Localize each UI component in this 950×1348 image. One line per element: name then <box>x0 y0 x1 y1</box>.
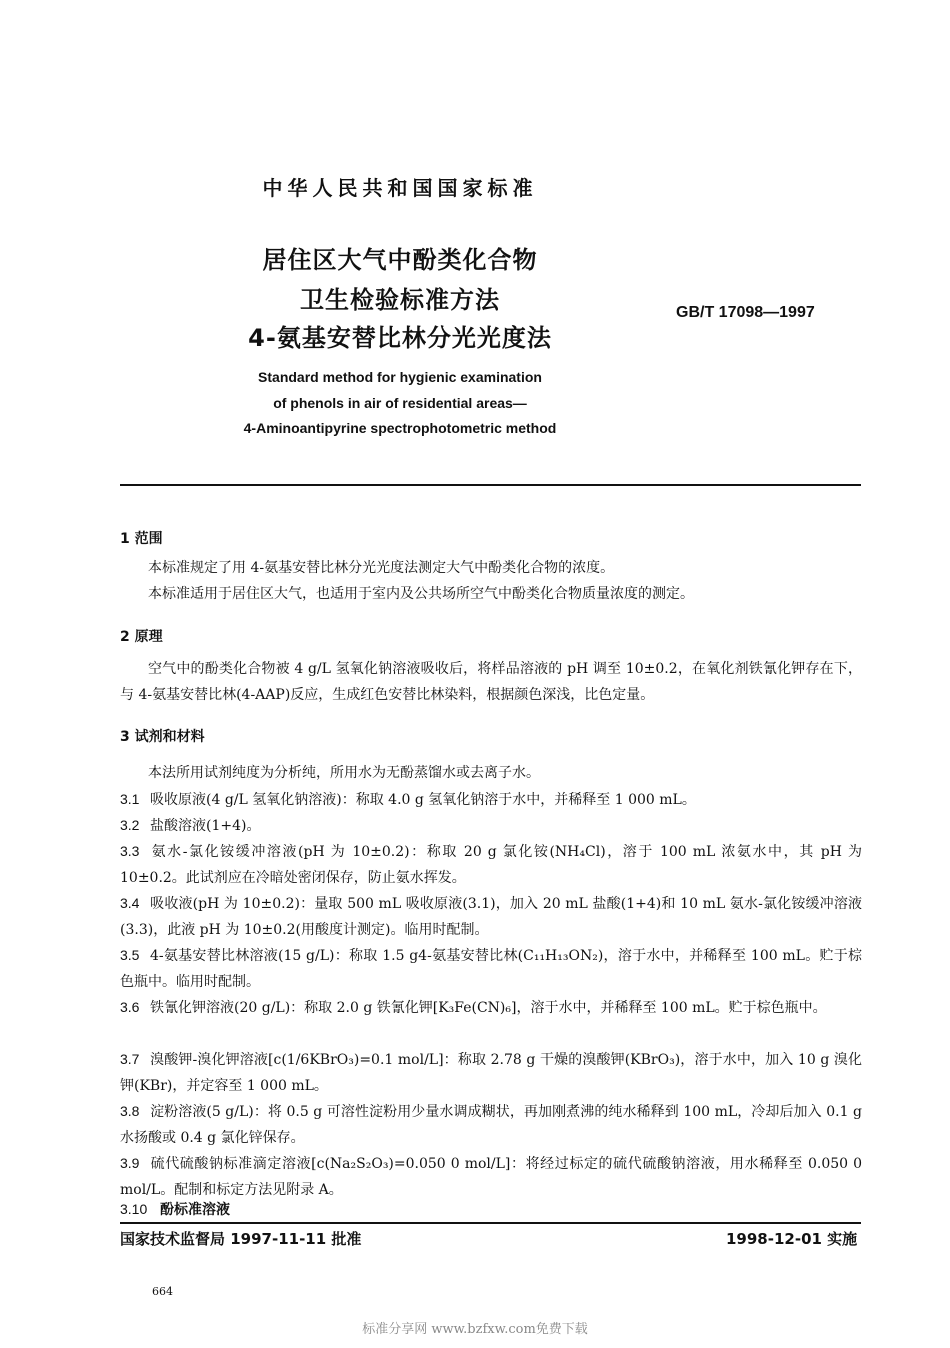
item-number: 3.1 <box>120 791 140 807</box>
footer-divider <box>120 1222 861 1224</box>
section-3-intro: 本法所用试剂纯度为分析纯，所用水为无酚蒸馏水或去离子水。 <box>148 765 540 781</box>
page-number: 664 <box>152 1285 173 1298</box>
item-number: 3.3 <box>120 843 140 859</box>
item-number: 3.4 <box>120 895 140 911</box>
section-3-heading: 3 试剂和材料 <box>120 729 205 745</box>
item-text: 吸收液(pH 为 10±0.2)：量取 500 mL 吸收原液(3.1)，加入 20 mL 盐酸(1+4)和 10 mL 氨水-氯化铵缓冲溶液(3.3)，此液 pH 为 10±0.2(用酸度计测定)。临用时配制。 <box>120 896 862 938</box>
english-title-line-1: Standard method for hygienic examination <box>258 369 542 385</box>
item-3-10 <box>120 1196 862 1223</box>
item-3-7 <box>120 1046 862 1099</box>
country-heading: 中华人民共和国国家标准 <box>262 176 538 200</box>
english-title-line-3: 4-Aminoantipyrine spectrophotometric method <box>243 420 557 436</box>
item-3-5 <box>120 942 862 995</box>
title-line-2: 卫生检验标准方法 <box>300 286 500 314</box>
approval-line: 国家技术监督局 1997-11-11 批准 <box>120 1230 362 1248</box>
item-3-3 <box>120 838 862 891</box>
item-text: 4-氨基安替比林溶液(15 g/L)：称取 1.5 g4-氨基安替比林(C₁₁H₁₃ON₂)，溶于水中，并稀释至 100 mL。贮于棕色瓶中。临用时配制。 <box>120 948 862 990</box>
item-number: 3.10 <box>120 1201 148 1217</box>
item-text: 淀粉溶液(5 g/L)：将 0.5 g 可溶性淀粉用少量水调成糊状，再加刚煮沸的纯水稀释到 100 mL，冷却后加入 0.1 g 水扬酸或 0.4 g 氯化锌保存。 <box>120 1104 862 1146</box>
item-3-6 <box>120 994 862 1021</box>
title-line-3: 4-氨基安替比林分光光度法 <box>248 324 552 352</box>
item-number: 3.5 <box>120 947 140 963</box>
item-3-2 <box>120 812 862 839</box>
item-text: 酚标准溶液 <box>160 1202 230 1218</box>
section-2-heading: 2 原理 <box>120 629 163 645</box>
item-text: 硫代硫酸钠标准滴定溶液[c(Na₂S₂O₃)=0.050 0 mol/L]：将经过标定的硫代硫酸钠溶液，用水稀释至 0.050 0 mol/L。配制和标定方法见附录 A。 <box>120 1156 862 1198</box>
item-number: 3.9 <box>120 1155 140 1171</box>
item-text: 溴酸钾-溴化钾溶液[c(1/6KBrO₃)=0.1 mol/L]：称取 2.78 g 干燥的溴酸钾(KBrO₃)，溶于水中，加入 10 g 溴化钾(KBr)，并定容至 1 000 mL。 <box>120 1052 862 1094</box>
item-3-8 <box>120 1098 862 1151</box>
item-text: 氨水-氯化铵缓冲溶液(pH 为 10±0.2)：称取 20 g 氯化铵(NH₄Cl)，溶于 100 mL 浓氨水中，其 pH 为 10±0.2。此试剂应在冷暗处密闭保存，防止氨水挥发。 <box>120 844 862 886</box>
item-text: 盐酸溶液(1+4)。 <box>150 818 261 834</box>
title-line-1: 居住区大气中酚类化合物 <box>262 246 538 274</box>
watermark: 标准分享网 www.bzfxw.com免费下载 <box>362 1322 588 1337</box>
item-text: 吸收原液(4 g/L 氢氧化钠溶液)：称取 4.0 g 氢氧化钠溶于水中，并稀释至 1 000 mL。 <box>150 792 696 808</box>
section-1-paragraph-2: 本标准适用于居住区大气，也适用于室内及公共场所空气中酚类化合物质量浓度的测定。 <box>148 586 694 602</box>
header-divider <box>120 484 861 486</box>
item-number: 3.8 <box>120 1103 140 1119</box>
item-3-1 <box>120 786 862 813</box>
effective-date: 1998-12-01 实施 <box>726 1230 858 1248</box>
item-text: 铁氰化钾溶液(20 g/L)：称取 2.0 g 铁氰化钾[K₃Fe(CN)₆]，溶于水中，并稀释至 100 mL。贮于棕色瓶中。 <box>150 1000 827 1016</box>
section-1-paragraph-1: 本标准规定了用 4-氨基安替比林分光光度法测定大气中酚类化合物的浓度。 <box>148 560 615 576</box>
item-number: 3.7 <box>120 1051 140 1067</box>
item-number: 3.6 <box>120 999 140 1015</box>
standard-code: GB/T 17098—1997 <box>676 304 815 321</box>
item-3-4 <box>120 890 862 943</box>
section-2-paragraph: 空气中的酚类化合物被 4 g/L 氢氧化钠溶液吸收后，将样品溶液的 pH 调至 10±0.2，在氧化剂铁氰化钾存在下，与 4-氨基安替比林(4-AAP)反应，生成红色安替比林染料，根据颜色深浅，比色定量。 <box>120 661 862 703</box>
english-title-line-2: of phenols in air of residential areas— <box>273 395 527 411</box>
section-1-heading: 1 范围 <box>120 531 163 547</box>
item-number: 3.2 <box>120 817 140 833</box>
